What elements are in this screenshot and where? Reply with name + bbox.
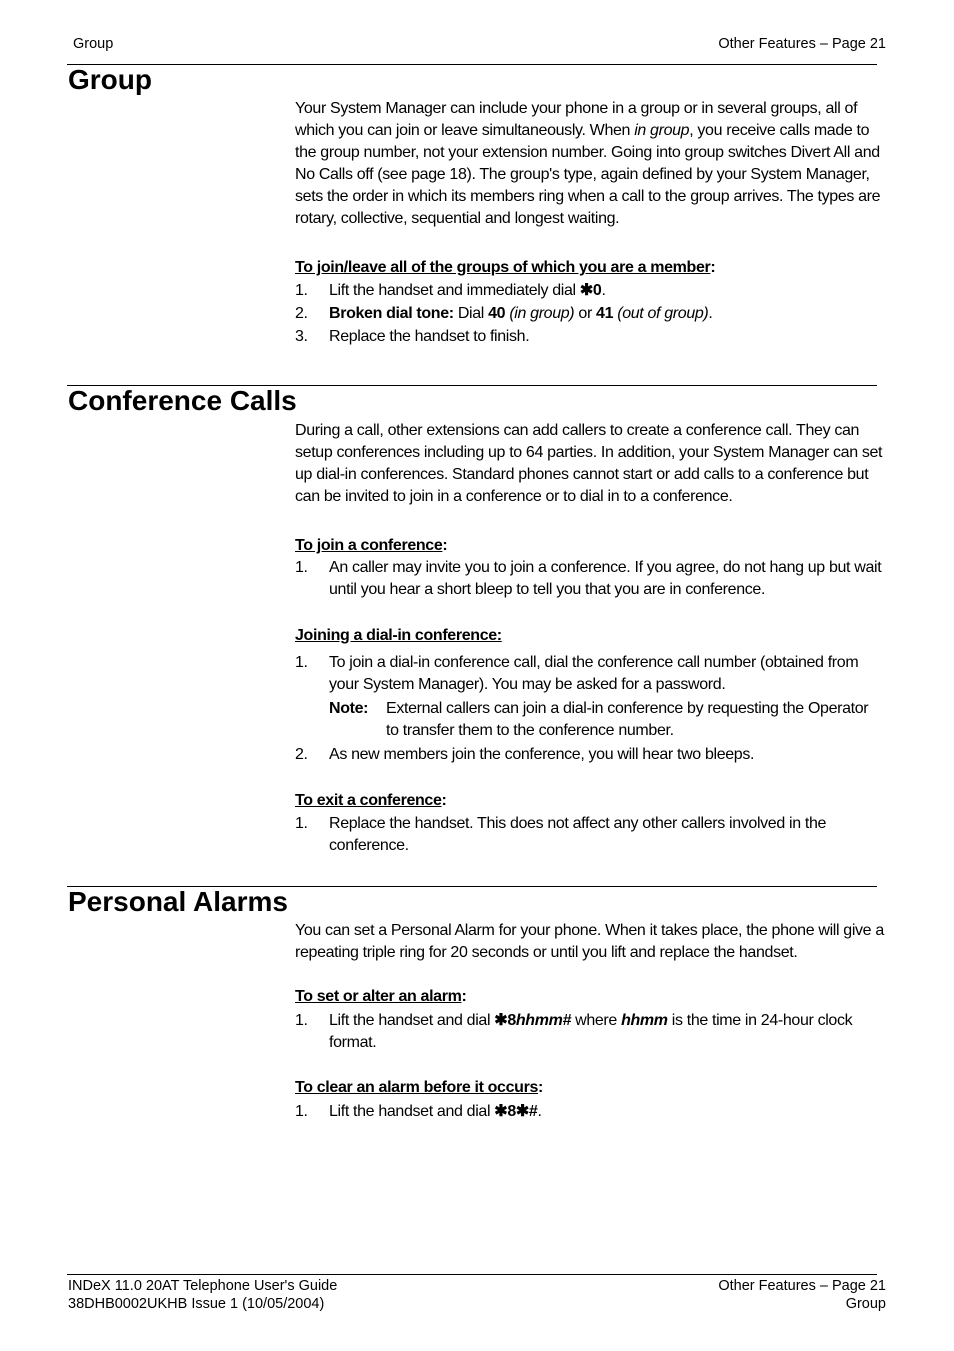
footer-section: Group: [845, 1296, 886, 1312]
group-steps: [295, 280, 885, 348]
list-item: 2. As new members join the conference, you will hear two bleeps.: [295, 746, 755, 763]
join-steps: [295, 557, 885, 601]
list-item: 1. An caller may invite you to join a conference. If you agree, do not hang up but wait until you hear a short bleep to tell you that you are in conference.: [295, 559, 882, 598]
footer-left: [68, 1277, 337, 1313]
join-subheading: To join a conference:: [295, 537, 448, 554]
running-header-right: Other Features – Page 21: [718, 36, 886, 52]
footer-right: [718, 1277, 886, 1313]
header-rule: [67, 64, 877, 65]
conference-intro: During a call, other extensions can add callers to create a conference call. They can setup conferences including up to 64 parties. In addition, your System Manager can set up dial-in conferences. Standard phones cannot start or add calls to a conference but can be invited to join in a conference or to dial in to a conference.: [295, 422, 883, 505]
list-item: 1. To join a dial-in conference call, dial the conference call number (obtained from your System Manager). You may be asked for a password. Note: External callers can join a dial-in conference by requesting the Operator to transfer them to the conference number.: [295, 652, 885, 742]
group-section-body: [295, 98, 885, 348]
footer-guide-title: INDeX 11.0 20AT Telephone User's Guide: [68, 1278, 338, 1294]
list-item: 2. Broken dial tone: Dial 40 (in group) or 41 (out of group).: [295, 305, 713, 322]
exit-steps: [295, 813, 885, 857]
group-subheading: To join/leave all of the groups of which you are a member:: [295, 259, 716, 276]
note: Note: External callers can join a dial-in conference by requesting the Operator to transfer them to the conference number.: [329, 700, 869, 739]
footer-issue: 38DHB0002UKHB Issue 1 (10/05/2004): [68, 1296, 325, 1312]
section-title-conference: Conference Calls: [68, 385, 297, 416]
exit-subheading: To exit a conference:: [295, 792, 447, 809]
conference-section-body: [295, 420, 885, 857]
footer-rule: [67, 1274, 877, 1275]
alarms-section-body: [295, 920, 885, 1123]
running-header-left: Group: [73, 36, 114, 52]
clear-alarm-steps: [295, 1101, 885, 1123]
list-item: 1. Lift the handset and immediately dial ✱0.: [295, 282, 606, 299]
list-item: 1. Lift the handset and dial ✱8hhmm# where hhmm is the time in 24-hour clock format.: [295, 1012, 853, 1051]
section-title-group: Group: [68, 64, 152, 95]
group-intro: Your System Manager can include your phone in a group or in several groups, all of which you can join or leave simultaneously. When in group, you receive calls made to the group number, not your extension number. Going into group switches Divert All and No Calls off (see page 18). The group's type, again defined by your System Manager, sets the order in which its members ring when a call to the group arrives. The types are rotary, collective, sequential and longest waiting.: [295, 100, 881, 227]
dialin-subheading: Joining a dial-in conference:: [295, 627, 502, 644]
dialin-steps: [295, 652, 885, 766]
list-item: 3. Replace the handset to finish.: [295, 328, 530, 345]
list-item: 1. Replace the handset. This does not affect any other callers involved in the conference.: [295, 815, 827, 854]
set-alarm-steps: [295, 1010, 885, 1054]
footer-page: Other Features – Page 21: [718, 1278, 886, 1294]
clear-alarm-subheading: To clear an alarm before it occurs:: [295, 1079, 543, 1096]
alarms-intro: You can set a Personal Alarm for your phone. When it takes place, the phone will give a repeating triple ring for 20 seconds or until you lift and replace the handset.: [295, 922, 884, 961]
section-title-alarms: Personal Alarms: [68, 886, 288, 917]
list-item: 1. Lift the handset and dial ✱8✱#.: [295, 1103, 542, 1120]
set-alarm-subheading: To set or alter an alarm:: [295, 988, 467, 1005]
